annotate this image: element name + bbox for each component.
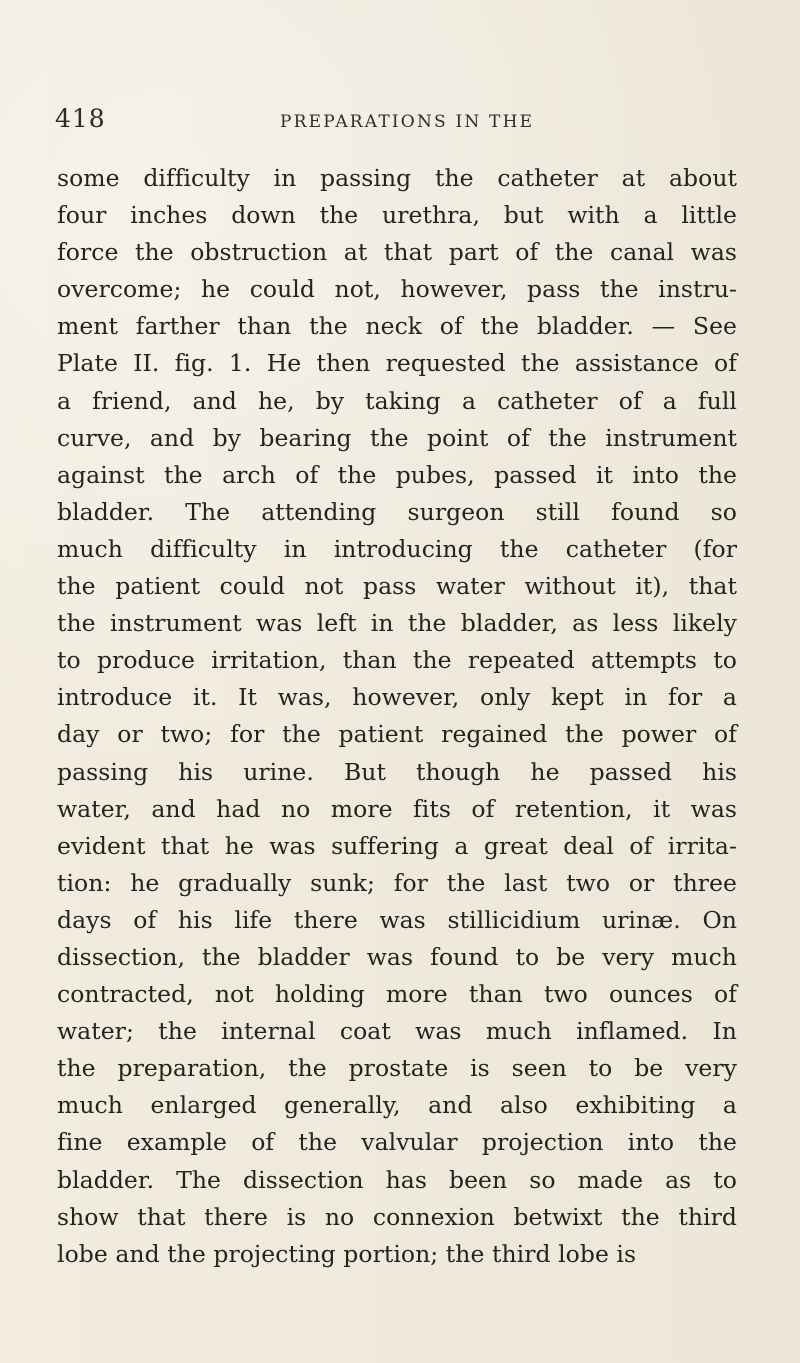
text-line: contracted, not holding more than two ounces of	[57, 980, 737, 1009]
text-line: day or two; for the patient regained the power of	[57, 720, 737, 749]
text-line: water; the internal coat was much inflamed. In	[57, 1017, 737, 1046]
text-line: overcome; he could not, however, pass the instru-	[57, 275, 737, 304]
page-header	[55, 104, 755, 144]
text-line: introduce it. It was, however, only kept in for a	[57, 683, 737, 712]
text-line: curve, and by bearing the point of the instrument	[57, 423, 737, 452]
text-line: the instrument was left in the bladder, as less likely	[57, 609, 737, 638]
text-line: show that there is no connexion betwixt the third	[57, 1202, 737, 1231]
text-line: much difficulty in introducing the catheter (for	[57, 534, 737, 563]
text-line: ment farther than the neck of the bladder. — See	[57, 312, 737, 341]
text-line: four inches down the urethra, but with a little	[57, 201, 737, 230]
text-line: to produce irritation, than the repeated attempts to	[57, 646, 737, 675]
text-line: passing his urine. But though he passed his	[57, 757, 737, 786]
text-line: force the obstruction at that part of the canal was	[57, 238, 737, 267]
text-line: bladder. The dissection has been so made as to	[57, 1165, 737, 1194]
text-line: against the arch of the pubes, passed it into the	[57, 460, 737, 489]
text-line: evident that he was suffering a great deal of irrita-	[57, 831, 737, 860]
text-line: tion: he gradually sunk; for the last two or three	[57, 868, 737, 897]
text-line: fine example of the valvular projection into the	[57, 1128, 737, 1157]
text-line: water, and had no more fits of retention, it was	[57, 794, 737, 823]
text-line: the patient could not pass water without it), that	[57, 572, 737, 601]
text-line: days of his life there was stillicidium urinæ. On	[57, 905, 737, 934]
text-line: a friend, and he, by taking a catheter of a full	[57, 386, 737, 415]
text-line: Plate II. fig. 1. He then requested the assistance of	[57, 349, 737, 378]
text-line: bladder. The attending surgeon still found so	[57, 497, 737, 526]
body-text	[57, 160, 737, 1273]
text-line: the preparation, the prostate is seen to be very	[57, 1054, 737, 1083]
text-line: much enlarged generally, and also exhibiting a	[57, 1091, 737, 1120]
page-number: 418	[55, 104, 106, 133]
text-line: some difficulty in passing the catheter at about	[57, 164, 737, 192]
text-line: dissection, the bladder was found to be very much	[57, 942, 737, 971]
text-line: lobe and the projecting portion; the third lobe is	[57, 1239, 637, 1268]
running-head: PREPARATIONS IN THE	[280, 112, 535, 132]
